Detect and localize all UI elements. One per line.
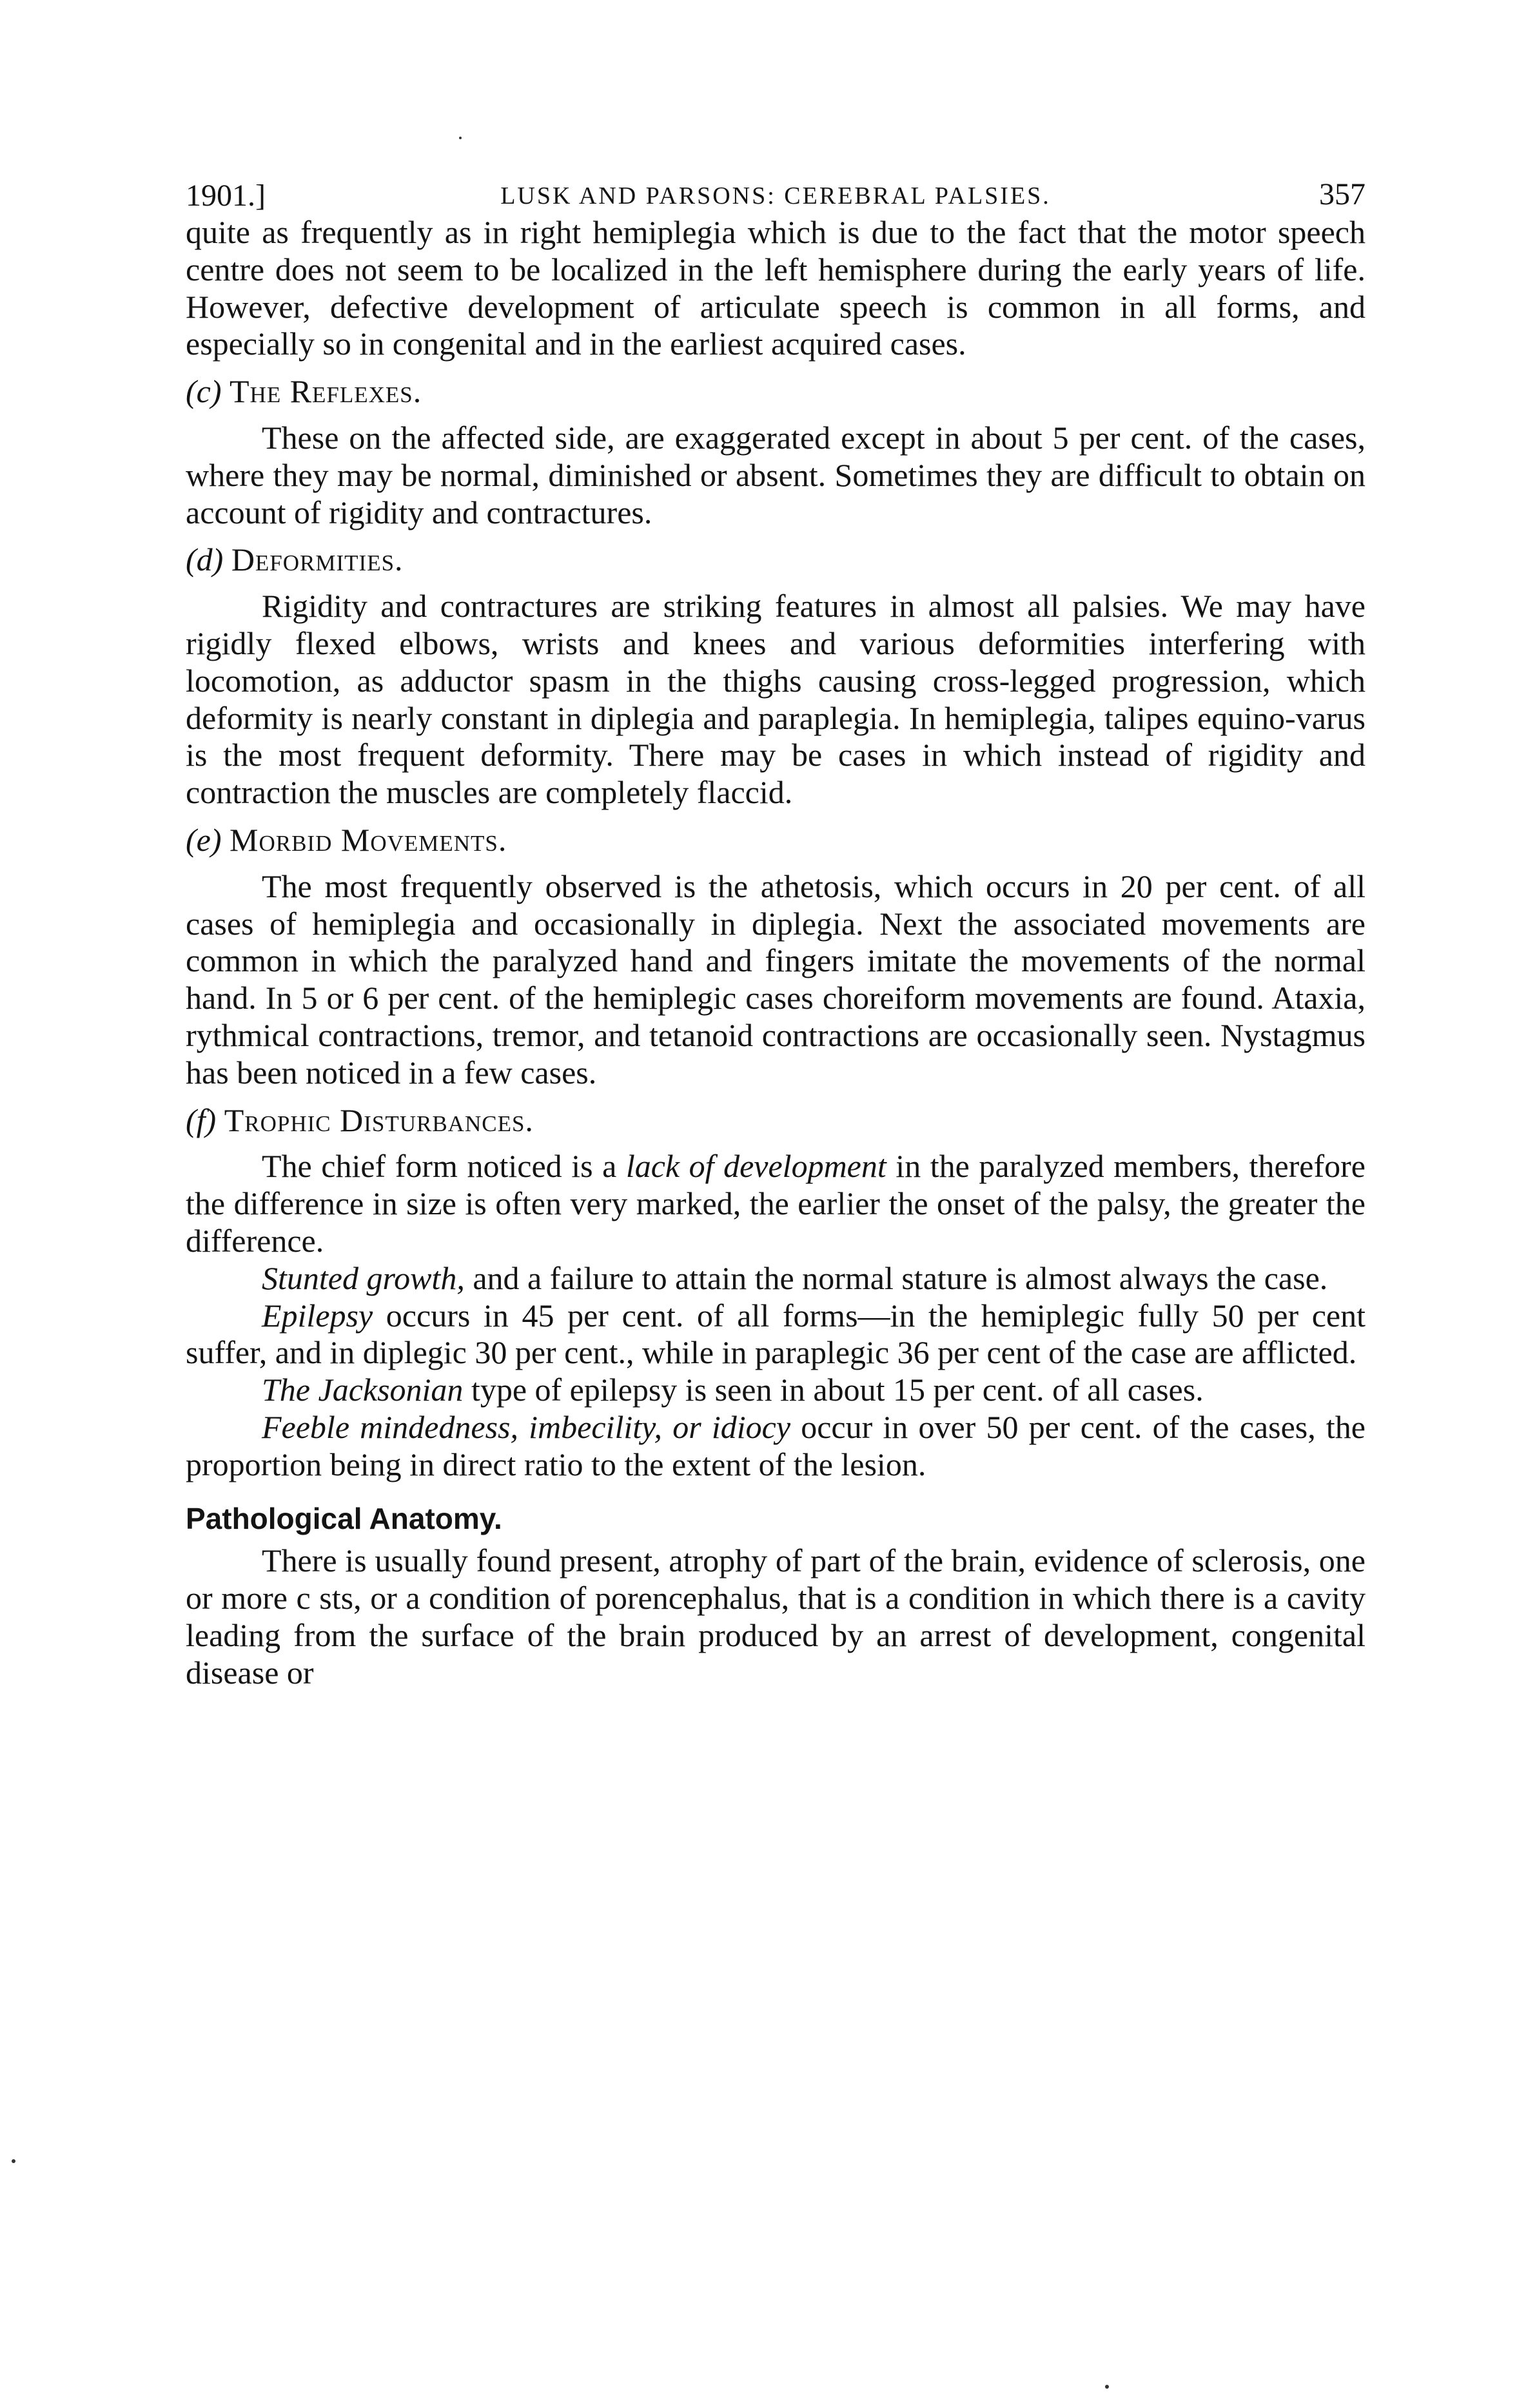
deformities-paragraph: Rigidity and contractures are striking features in almost all palsies. We may have rigidly flexed elbows, wrists and knees and various deformities interfering with locomotion, as adductor spasm in the thighs causing cross-legged progression, which deformity is nearly constant in diplegia and paraplegia. In hemiplegia, talipes equino-varus is the most frequent deformity. There may be cases in which instead of rigidity and contraction the muscles are completely flaccid.	[186, 588, 1366, 811]
trophic-p3-text: occurs in 45 per cent. of all forms—in the hemiplegic fully 50 per cent suffer, and in diplegic 30 per cent., while in paraplegic 36 per cent of the case are afflicted.	[186, 1297, 1366, 1371]
page-number: 357	[1319, 177, 1366, 211]
trophic-p1-text-a: The chief form noticed is a	[262, 1148, 626, 1185]
running-head	[186, 169, 1366, 214]
trophic-p4-emphasis: The Jacksonian	[262, 1372, 464, 1408]
section-letter-e: (e)	[186, 821, 222, 858]
trophic-paragraph-2	[186, 1260, 1366, 1297]
trophic-paragraph-3	[186, 1297, 1366, 1372]
print-speck-2	[1105, 2385, 1109, 2389]
section-letter-f: (f)	[186, 1102, 217, 1138]
header-year: 1901.]	[186, 179, 266, 213]
section-heading-deformities	[186, 541, 1366, 579]
pathology-heading: Pathological Anatomy.	[186, 1501, 502, 1535]
print-speck-1	[12, 2159, 15, 2163]
morbid-movements-paragraph: The most frequently observed is the athetosis, which occurs in 20 per cent. of all cases of hemiplegia and occasionally in diplegia. Next the associated movements are common in which the paralyzed hand and fingers imitate the movements of the normal hand. In 5 or 6 per cent. of the hemiplegic cases choreiform movements are found. Ataxia, rythmical contractions, tremor, and tetanoid contractions are occasionally seen. Nystagmus has been noticed in a few cases.	[186, 868, 1366, 1091]
trophic-p5-text: occur in over 50 per cent. of the cases, the proportion being in direct ratio to the extent of the lesion.	[186, 1408, 1366, 1482]
section-letter-d: (d)	[186, 541, 224, 578]
section-title-morbid-movements: Morbid Movements.	[230, 821, 507, 858]
section-heading-trophic	[186, 1102, 1366, 1140]
trophic-p4-text: type of epilepsy is seen in about 15 per cent. of all cases.	[463, 1372, 1204, 1408]
section-title-trophic: Trophic Disturbances.	[224, 1102, 534, 1138]
continuation-paragraph: quite as frequently as in right hemiplegia which is due to the fact that the motor speech centre does not seem to be localized in the left hemisphere during the early years of life. However, defective development of articulate speech is common in all forms, and especially so in congenital and in the earliest acquired cases.	[186, 214, 1366, 362]
trophic-p2-text: and a failure to attain the normal stature is almost always the case.	[464, 1259, 1328, 1296]
trophic-p5-emphasis: Feeble mindedness, imbecility, or idiocy	[262, 1408, 791, 1445]
trophic-paragraph-5	[186, 1409, 1366, 1484]
trophic-paragraph-4	[186, 1372, 1366, 1409]
reflexes-paragraph: These on the affected side, are exaggerated except in about 5 per cent. of the cases, where they may be normal, diminished or absent. Sometimes they are difficult to obtain on account of rigidity and contractures.	[186, 419, 1366, 530]
header-title: LUSK AND PARSONS: CEREBRAL PALSIES.	[500, 182, 1051, 209]
trophic-p3-emphasis: Epilepsy	[262, 1297, 373, 1334]
print-speck-3	[459, 137, 462, 139]
section-title-reflexes: The Reflexes.	[230, 373, 422, 410]
section-title-deformities: Deformities.	[231, 541, 404, 578]
trophic-p2-emphasis: Stunted growth,	[262, 1259, 465, 1296]
page	[186, 169, 1366, 1691]
section-heading-morbid-movements	[186, 822, 1366, 859]
trophic-p1-emphasis: lack of development	[625, 1148, 886, 1185]
trophic-paragraph-1	[186, 1148, 1366, 1259]
section-heading-reflexes	[186, 373, 1366, 411]
pathology-paragraph: There is usually found present, atrophy of part of the brain, evidence of sclerosis, one or more c sts, or a condition of porencephalus, that is a condition in which there is a cavity leading from the surface of the brain produced by an arrest of development, congenital disease or	[186, 1542, 1366, 1691]
section-letter-c: (c)	[186, 373, 222, 410]
trophic-p1-text-b: in the paralyzed members, therefore the difference in size is often very marked, the earlier the onset of the palsy, the greater the difference.	[186, 1148, 1366, 1259]
